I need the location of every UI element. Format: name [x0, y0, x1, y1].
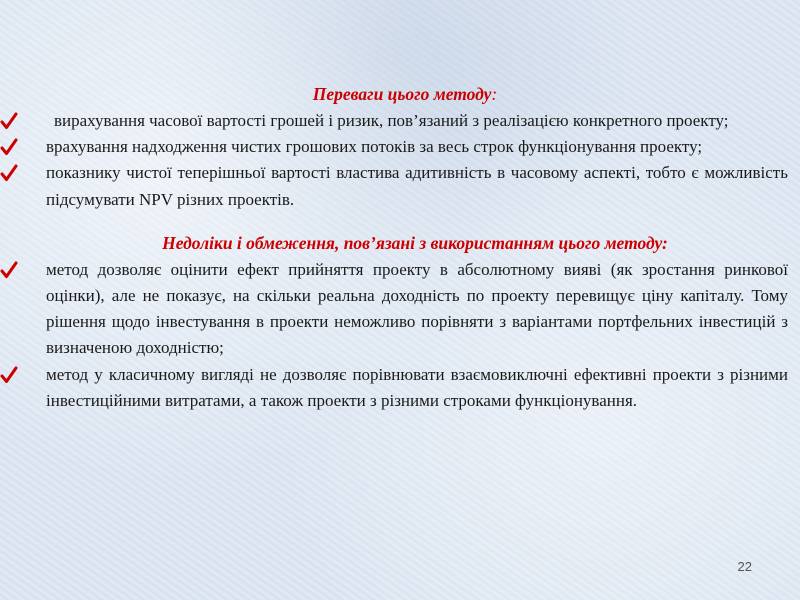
advantages-heading: Переваги цього методу:: [312, 84, 498, 104]
checkmark-icon: [0, 362, 20, 388]
checkmark-icon: [0, 108, 20, 134]
page-number: 22: [737, 559, 752, 574]
advantage-item-3: показнику чистої теперішньої вартості властива адитивність в часовому аспекті, тобто є можливість підсумувати NPV різних проектів.: [0, 160, 800, 212]
checkmark-icon: [0, 257, 20, 283]
advantage-item-2: врахування надходження чистих грошових потоків за весь строк функціонування проекту;: [0, 134, 800, 160]
slide-content: [0, 80, 800, 414]
checkmark-icon: [0, 160, 20, 186]
limitations-heading: Недоліки і обмеження, пов’язані з використанням цього методу:: [162, 232, 668, 253]
checkmark-icon: [0, 134, 20, 160]
limitation-item-1: метод дозволяє оцінити ефект прийняття проекту в абсолютному вияві (як зростання ринкової оцінки), але не показує, на скільки реальна доходність по проекту перевищує ціну капіталу. Тому рішення щодо інвестування в проекти неможливо порівняти з варіантами портфельних інвестицій з визначеною доходністю;: [0, 257, 800, 362]
advantage-item-1: вирахування часової вартості грошей і ризик, пов’язаний з реалізацією конкретного проекту;: [0, 108, 800, 134]
limitation-item-2: метод у класичному вигляді не дозволяє порівнювати взаємовиключні ефективні проекти з різними інвестиційними витратами, а також проекти з різними строками функціонування.: [0, 362, 800, 414]
